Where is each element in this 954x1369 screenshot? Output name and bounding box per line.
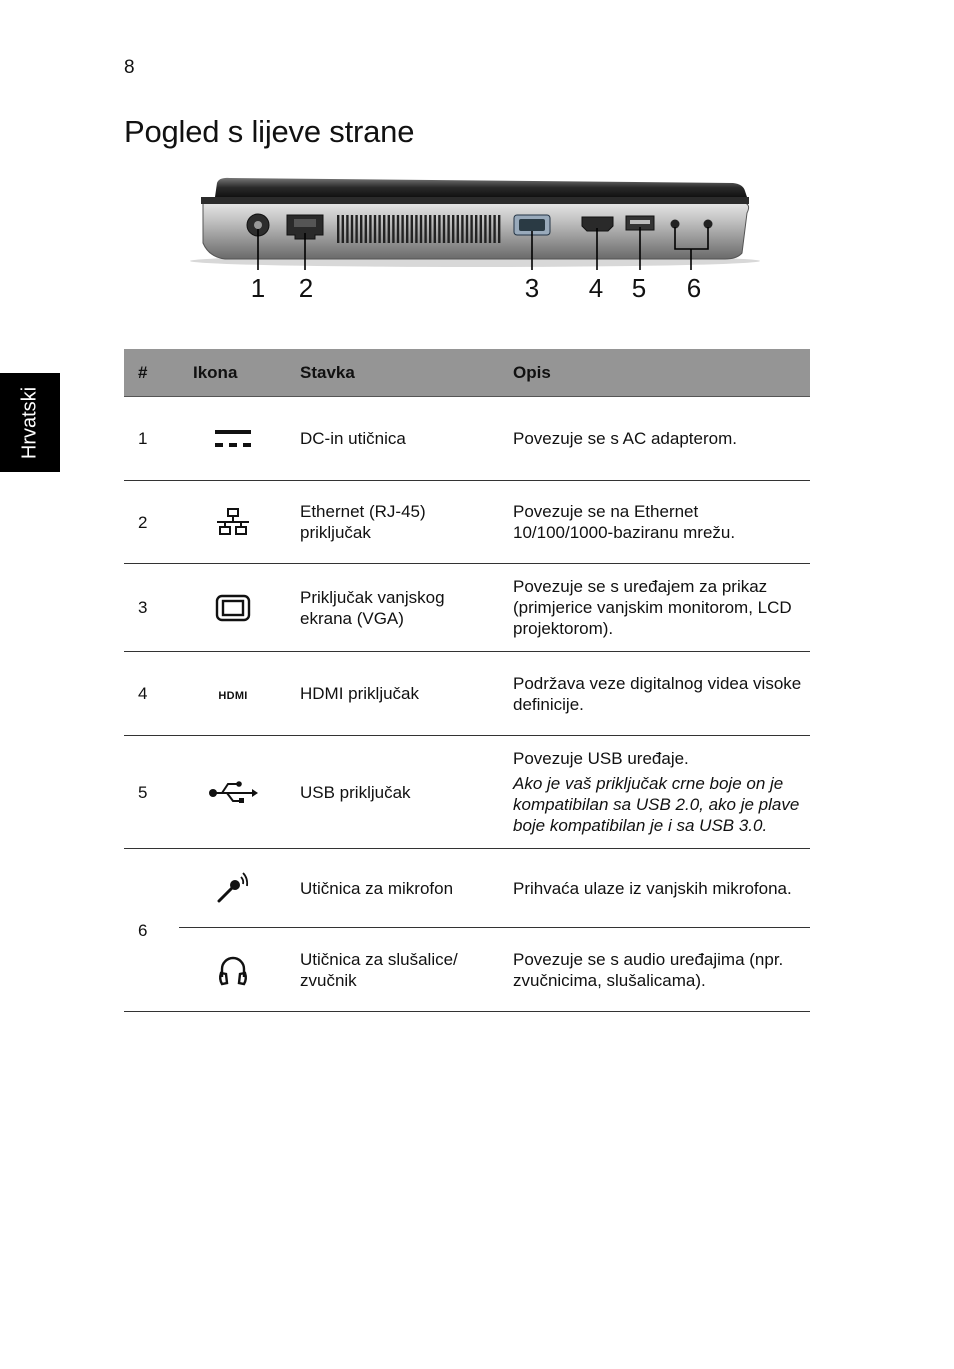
row-number: 3 (124, 564, 179, 652)
row-number: 4 (124, 652, 179, 736)
hdmi-icon (214, 689, 252, 701)
row-description: Prihvaća ulaze iz vanjskih mikrofona. (499, 849, 810, 928)
row-number: 2 (124, 481, 179, 564)
table-row (124, 397, 810, 481)
callout-6: 6 (686, 273, 702, 303)
row-description: Povezuje se na Ethernet 10/100/1000-baziranu mrežu. (499, 481, 810, 564)
ethernet-icon (215, 507, 251, 537)
callout-5: 5 (631, 273, 647, 303)
header-description: Opis (499, 349, 810, 397)
row-description: Podržava veze digitalnog videa visoke definicije. (499, 652, 810, 736)
vga-icon (215, 594, 251, 622)
row-number: 5 (124, 736, 179, 849)
header-icon: Ikona (179, 349, 286, 397)
callout-4: 4 (588, 273, 604, 303)
table-row (124, 652, 810, 736)
row-item: Utičnica za slušalice/ zvučnik (286, 928, 499, 1012)
header-item: Stavka (286, 349, 499, 397)
callout-3: 3 (524, 273, 540, 303)
microphone-icon (215, 871, 251, 905)
row-item: Utičnica za mikrofon (286, 849, 499, 928)
callout-1: 1 (250, 273, 266, 303)
header-number: # (124, 349, 179, 397)
table-row (124, 849, 810, 928)
svg-text:HDMI: HDMI (217, 689, 248, 701)
ports-table (124, 349, 810, 1012)
laptop-left-side-illustration (185, 175, 760, 270)
row-description: Povezuje se s AC adapterom. (499, 397, 810, 481)
usb-note: Ako je vaš priključak crne boje on je kompatibilan sa USB 2.0, ako je plave boje kompatibilan je i sa USB 3.0. (513, 774, 800, 835)
language-side-tab (0, 373, 60, 472)
row-item: Ethernet (RJ-45) priključak (286, 481, 499, 564)
table-row (124, 736, 810, 849)
row-description: Povezuje USB uređaje. (513, 749, 689, 768)
table-header-row (124, 349, 810, 397)
language-label: Hrvatski (18, 386, 41, 459)
page-title: Pogled s lijeve strane (124, 114, 415, 149)
row-item: USB priključak (286, 736, 499, 849)
row-item: DC-in utičnica (286, 397, 499, 481)
row-item: HDMI priključak (286, 652, 499, 736)
dc-in-icon (214, 428, 252, 450)
usb-icon (208, 779, 258, 805)
row-description: Povezuje se s uređajem za prikaz (primjerice vanjskim monitorom, LCD projektorom). (499, 564, 810, 652)
callout-2: 2 (298, 273, 314, 303)
row-number: 1 (124, 397, 179, 481)
row-item: Priključak vanjskog ekrana (VGA) (286, 564, 499, 652)
table-row (124, 564, 810, 652)
headphones-icon (217, 953, 249, 987)
page-number: 8 (124, 57, 135, 78)
row-number: 6 (124, 849, 179, 1012)
table-row (124, 481, 810, 564)
row-description: Povezuje se s audio uređajima (npr. zvučnicima, slušalicama). (499, 928, 810, 1012)
table-row (124, 928, 810, 1012)
